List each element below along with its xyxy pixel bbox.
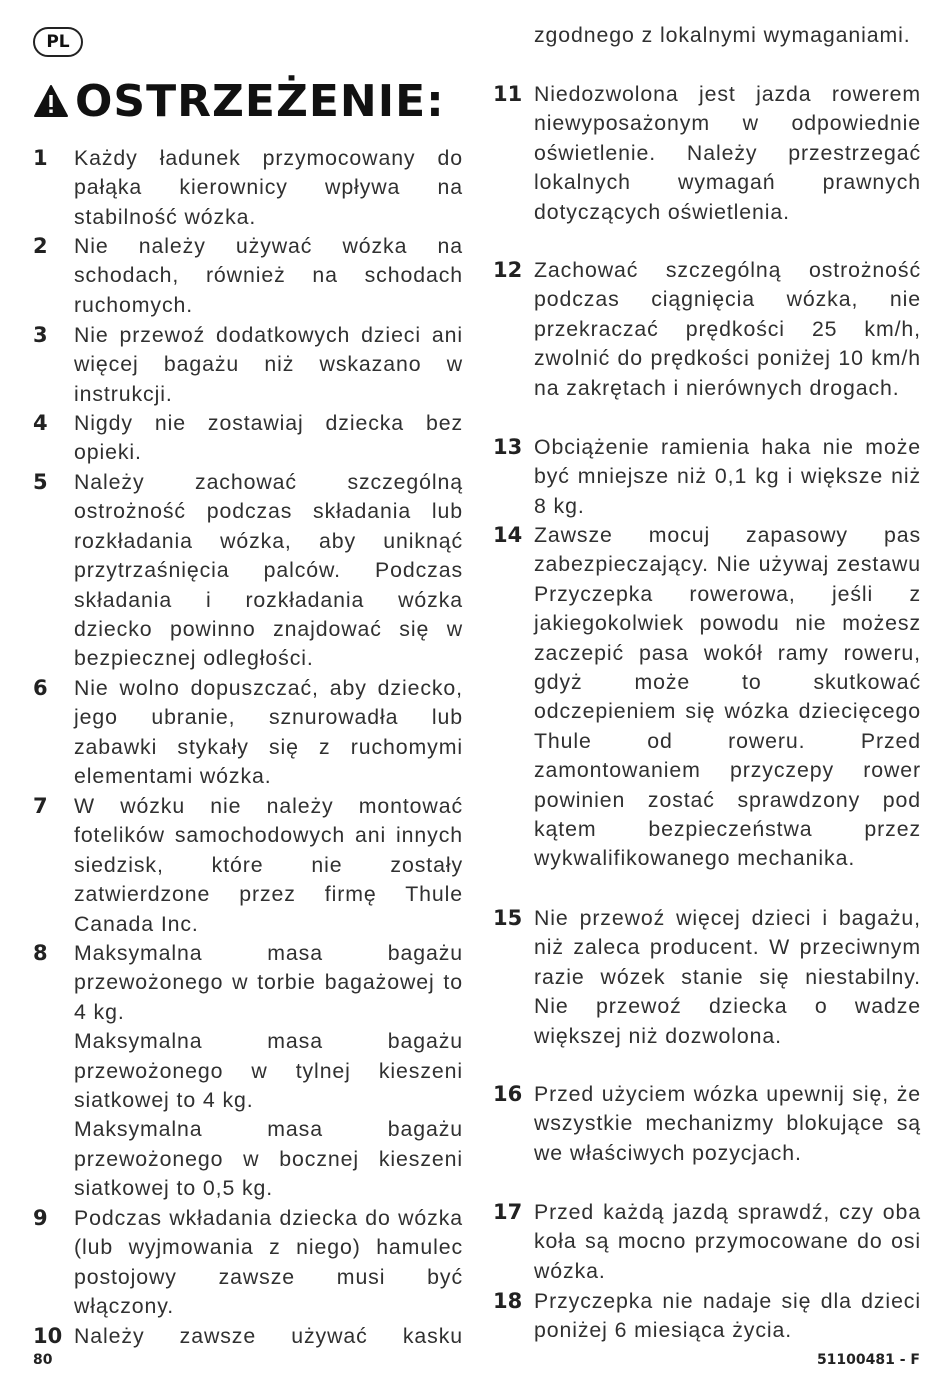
item-text: Nie wolno dopuszczać, aby dziecko, jego ubranie, sznurowadła lub zabawki stykały się z ruchomymi elementami wózka.	[74, 676, 463, 789]
item-number: 15	[493, 906, 523, 930]
item-number: 12	[493, 258, 523, 282]
page-heading	[33, 70, 445, 132]
item-number: 18	[493, 1289, 523, 1313]
item-number: 13	[493, 435, 523, 459]
item-text: Przyczepka nie nadaje się dla dzieci poniżej 6 miesiąca życia.	[534, 1289, 921, 1343]
item-number: 17	[493, 1200, 523, 1224]
item-number: 3	[33, 323, 48, 347]
item-number: 5	[33, 470, 48, 494]
item-number: 10	[33, 1324, 63, 1348]
item-text: Zachować szczególną ostrożność podczas ciągnięcia wózka, nie przekraczać prędkości 25 km/h, zwolnić do prędkości poniżej 10 km/h na zakrętach i nierównych drogach.	[534, 258, 921, 400]
item-text: Nie przewoź dodatkowych dzieci ani więcej bagażu niż wskazano w instrukcji.	[74, 323, 463, 406]
warning-triangle-icon	[33, 84, 69, 118]
heading-text: OSTRZEŻENIE:	[75, 75, 445, 127]
language-badge: PL	[33, 27, 83, 57]
item-text: Nie należy używać wózka na schodach, również na schodach ruchomych.	[74, 234, 463, 317]
item-number: 2	[33, 234, 48, 258]
item-number: 16	[493, 1082, 523, 1106]
item-number: 14	[493, 523, 523, 547]
item-text: Nie przewoź więcej dzieci i bagażu, niż zaleca producent. W przeciwnym razie wózek stanie się niestabilny. Nie przewoź dziecka o wadze większej niż dozwolona.	[534, 906, 921, 1048]
item-text: Przed użyciem wózka upewnij się, że wszystkie mechanizmy blokujące są we właściwych pozycjach.	[534, 1082, 921, 1165]
item-text: Należy zawsze używać kasku	[74, 1324, 463, 1348]
item-text: Maksymalna masa bagażu przewożonego w torbie bagażowej to 4 kg. Maksymalna masa bagażu przewożonego w tylnej kieszeni siatkowej to 4 kg. Maksymalna masa bagażu przewożonego w bocznej kieszeni siatkowej to 0,5 kg.	[74, 941, 463, 1201]
item-number: 1	[33, 146, 48, 170]
item-text: Przed każdą jazdą sprawdź, czy oba koła są mocno przymocowane do osi wózka.	[534, 1200, 921, 1283]
page-number: 80	[33, 1352, 53, 1368]
item-number: 11	[493, 82, 523, 106]
item-text: Zawsze mocuj zapasowy pas zabezpieczający. Nie używaj zestawu Przyczepka rowerowa, jeśli z jakiegokolwiek powodu nie możesz zaczepić pasa wokół ramy roweru, gdyż może to skutkować odczepieniem się wózka dziecięcego Thule od roweru. Przed zamontowaniem przyczepy rower powinien zostać sprawdzony pod kątem bezpieczeństwa przez wykwalifikowanego mechanika.	[534, 523, 921, 871]
item-number: 6	[33, 676, 48, 700]
item-text: Podczas wkładania dziecka do wózka (lub wyjmowania z niego) hamulec postojowy zawsze musi być włączony.	[74, 1206, 463, 1319]
item-text: Niedozwolona jest jazda rowerem niewyposażonym w odpowiednie oświetlenie. Należy przestrzegać lokalnych wymagań prawnych dotyczących oświetlenia.	[534, 82, 921, 224]
item-number: 7	[33, 794, 48, 818]
item-text: Obciążenie ramienia haka nie może być mniejsze niż 0,1 kg i większe niż 8 kg.	[534, 435, 921, 518]
item-text: Należy zachować szczególną ostrożność podczas składania lub rozkładania wózka, aby uniknąć przytrzaśnięcia palców. Podczas składania i rozkładania wózka dziecko powinno znajdować się w bezpiecznej odległości.	[74, 470, 463, 671]
item-text: Nigdy nie zostawiaj dziecka bez opieki.	[74, 411, 463, 465]
document-code: 51100481 - F	[816, 1352, 920, 1368]
item-text: zgodnego z lokalnymi wymaganiami.	[534, 23, 911, 47]
item-text: Każdy ładunek przymocowany do pałąka kierownicy wpływa na stabilność wózka.	[74, 146, 463, 229]
item-number: 8	[33, 941, 48, 965]
item-text: W wózku nie należy montować fotelików samochodowych ani innych siedzisk, które nie zostały zatwierdzone przez firmę Thule Canada Inc.	[74, 794, 463, 936]
item-number: 9	[33, 1206, 48, 1230]
item-number: 4	[33, 411, 48, 435]
